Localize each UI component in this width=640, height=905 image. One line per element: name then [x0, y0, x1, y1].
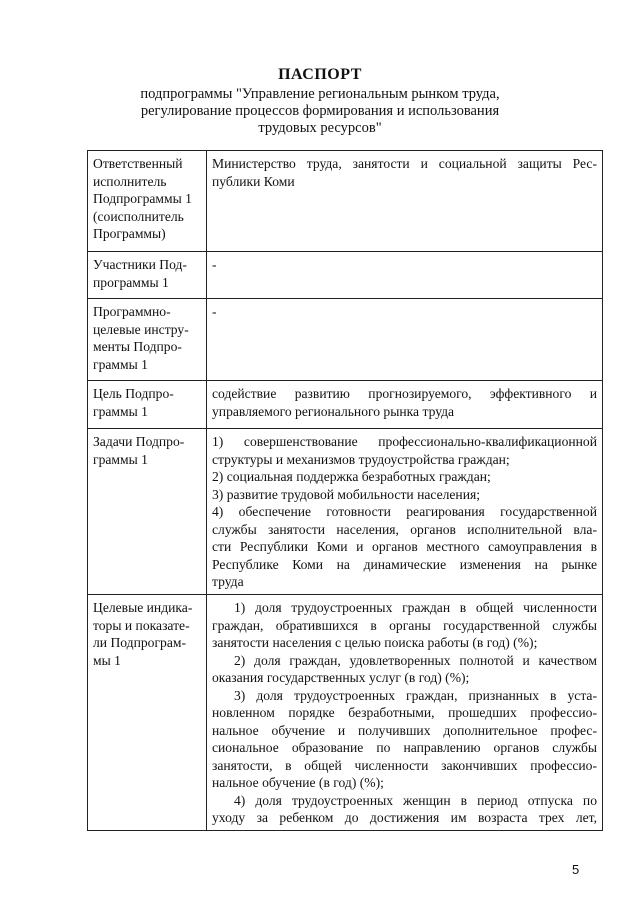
label-line: (соисполнитель	[93, 208, 184, 224]
row-responsible	[88, 151, 603, 252]
value-line: -	[212, 257, 217, 272]
row-goal	[88, 381, 603, 429]
label-line: Программно-	[93, 304, 171, 319]
value-line: содействие развитию прогнозируемого, эффективного и	[212, 386, 597, 401]
value-cell	[207, 151, 603, 252]
label-line: ли Подпрограм-	[93, 635, 186, 650]
label-cell	[88, 299, 207, 381]
label-line: исполнитель	[93, 173, 167, 189]
page-number: 5	[572, 862, 580, 877]
label-line: программы 1	[93, 274, 169, 290]
passport-table	[87, 150, 603, 831]
value-cell	[207, 299, 603, 381]
document-subtitle	[120, 86, 520, 137]
value-line: оказания государственных услуг (в год) (%);	[212, 670, 470, 685]
value-line: 3) развитие трудовой мобильности населения;	[212, 486, 481, 502]
label-line: граммы 1	[93, 451, 148, 467]
label-line: менты Подпро-	[93, 339, 182, 354]
label-line: Целевые индика-	[93, 600, 193, 615]
value-line: 4) доля трудоустроенных женщин в период отпуска по	[234, 792, 597, 808]
value-line: новленном порядке безработными, прошедших профессио-	[212, 705, 597, 720]
value-line: публики Коми	[212, 173, 295, 189]
label-line: целевые инстру-	[93, 321, 189, 337]
label-line: торы и показате-	[93, 617, 190, 633]
document-title: ПАСПОРТ	[278, 66, 362, 83]
value-line: службы занятости населения, органов исполнительной вла-	[212, 521, 597, 537]
value-line: сти Республики Коми и органов местного самоуправления в	[212, 539, 597, 554]
row-tasks	[88, 429, 603, 595]
label-cell	[88, 252, 207, 299]
subtitle-line: трудовых ресурсов"	[258, 120, 382, 136]
value-line: 2) доля граждан, удовлетворенных полнотой и качеством	[234, 652, 597, 668]
value-line: сиональное образование по направлению органов службы	[212, 740, 597, 755]
value-line: занятости, в общей численности закончивших профессио-	[212, 757, 597, 773]
value-line: уходу за ребенком до достижения им возраста трех лет,	[212, 810, 597, 825]
label-line: Участники Под-	[93, 257, 187, 272]
value-line: 4) обеспечение готовности реагирования государственной	[212, 504, 597, 519]
value-line: 1) совершенствование профессионально-квалификационной	[212, 434, 597, 449]
value-line: управляемого регионального рынка труда	[212, 403, 455, 419]
label-cell	[88, 595, 207, 831]
value-line: Министерство труда, занятости и социальной защиты Рес-	[212, 156, 597, 171]
label-line: Ответственный	[93, 156, 183, 171]
value-cell	[207, 595, 603, 831]
value-cell	[207, 252, 603, 299]
label-line: Цель Подпро-	[93, 386, 174, 401]
subtitle-line: регулирование процессов формирования и использования	[140, 103, 500, 119]
value-line: нальное обучение (в год) (%);	[212, 775, 384, 790]
row-instruments	[88, 299, 603, 381]
value-line: Республике Коми на динамические изменения на рынке	[212, 556, 597, 572]
label-line: мы 1	[93, 652, 121, 668]
label-cell	[88, 151, 207, 252]
value-cell	[207, 381, 603, 429]
value-line: труда	[212, 574, 244, 589]
label-line: граммы 1	[93, 403, 148, 419]
label-line: Программы)	[93, 226, 166, 241]
label-line: Подпрограммы 1	[93, 191, 192, 206]
value-line: 2) социальная поддержка безработных граждан;	[212, 469, 491, 484]
row-indicators	[88, 595, 603, 831]
value-cell	[207, 429, 603, 595]
row-participants	[88, 252, 603, 299]
value-line: нальное обучение и получивших дополнительное профес-	[212, 722, 597, 738]
value-line: -	[212, 304, 217, 319]
label-cell	[88, 381, 207, 429]
value-line: 3) доля трудоустроенных граждан, признанных в уста-	[234, 687, 597, 703]
label-line: граммы 1	[93, 356, 148, 372]
value-line: 1) доля трудоустроенных граждан в общей численности	[234, 600, 597, 615]
label-cell	[88, 429, 207, 595]
value-line: занятости населения с целью поиска работы (в год) (%);	[212, 635, 538, 650]
value-line: граждан, обратившихся в органы государственной службы	[212, 617, 597, 633]
value-line: структуры и механизмов трудоустройства граждан;	[212, 451, 510, 467]
subtitle-line: подпрограммы "Управление региональным рынком труда,	[140, 86, 500, 102]
label-line: Задачи Подпро-	[93, 434, 185, 449]
